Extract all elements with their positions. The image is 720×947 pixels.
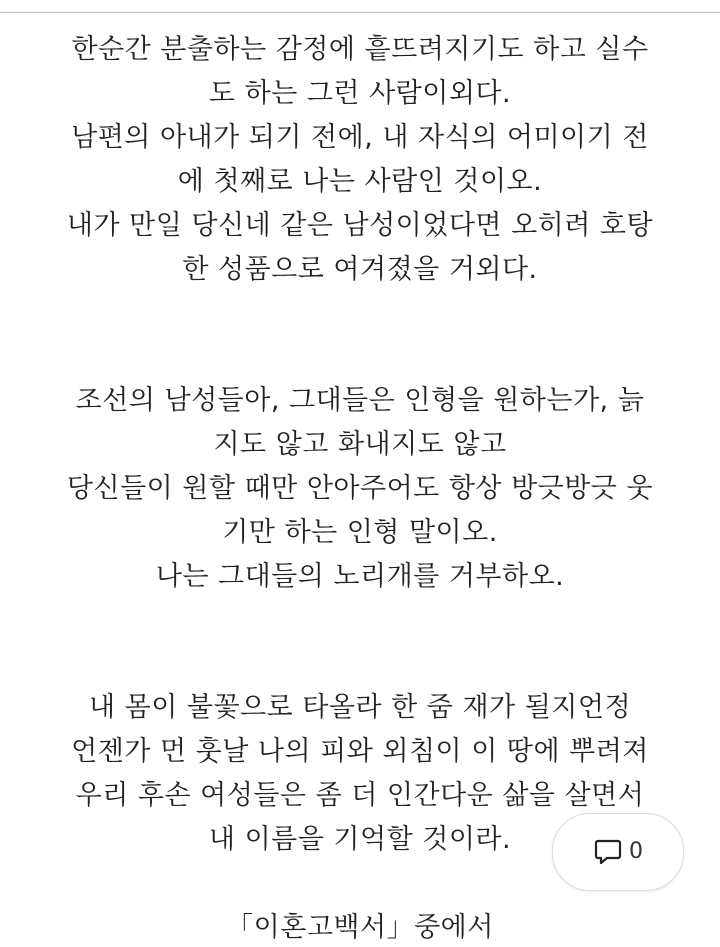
text-line: 당신들이 원할 때만 안아주어도 항상 방긋방긋 웃 <box>66 473 654 504</box>
text-line: 언젠가 먼 훗날 나의 피와 외침이 이 땅에 뿌려져 <box>71 736 649 767</box>
top-divider <box>0 12 720 13</box>
text-line: 기만 하는 인형 말이오. <box>222 517 498 548</box>
text-line: 지도 않고 화내지도 않고 <box>213 429 507 460</box>
text-line: 조선의 남성들아, 그대들은 인형을 원하는가, 늙 <box>75 385 645 416</box>
text-line: 우리 후손 여성들은 좀 더 인간다운 삶을 살면서 <box>75 780 645 811</box>
text-line: 한순간 분출하는 감정에 흩뜨려지기도 하고 실수 <box>71 34 649 65</box>
text-line: 내 몸이 불꽃으로 타올라 한 줌 재가 될지언정 <box>88 692 632 723</box>
text-line: 에 첫째로 나는 사람인 것이오. <box>177 166 543 197</box>
paragraph-gap <box>0 599 720 686</box>
comment-button[interactable] <box>552 813 684 891</box>
article-body <box>0 28 720 862</box>
text-line: 나는 그대들의 노리개를 거부하오. <box>155 561 565 592</box>
comment-count: 0 <box>629 839 643 864</box>
paragraph-1 <box>0 28 720 292</box>
text-line: 남편의 아내가 되기 전에, 내 자식의 어미이기 전 <box>71 122 649 153</box>
comment-bubble-icon <box>593 837 623 867</box>
text-line: 한 성품으로 여겨졌을 거외다. <box>182 254 538 285</box>
source-citation: 「이혼고백서」중에서 <box>226 912 494 943</box>
paragraph-gap <box>0 292 720 379</box>
text-line: 내가 만일 당신네 같은 남성이었다면 오히려 호탕 <box>66 210 654 241</box>
paragraph-2 <box>0 379 720 599</box>
text-line: 내 이름을 기억할 것이라. <box>208 824 512 855</box>
text-line: 도 하는 그런 사람이외다. <box>208 78 512 109</box>
